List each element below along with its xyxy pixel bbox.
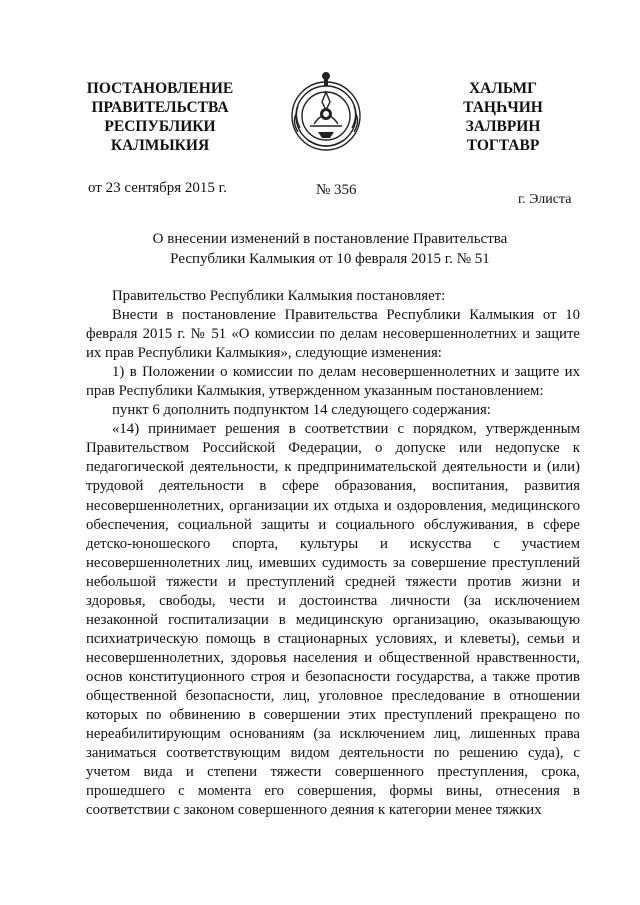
document-number: № 356 bbox=[316, 182, 357, 198]
header-left-line: ПОСТАНОВЛЕНИЕ bbox=[86, 80, 234, 97]
header-left-title bbox=[60, 79, 260, 155]
body-paragraph: Внести в постановление Правительства Республики Калмыкия от 10 февраля 2015 г. № 51 «О комиссии по делам несовершеннолетних и защите их прав Республики Калмыкия», следующие изменения: bbox=[86, 307, 580, 362]
body-paragraph: пункт 6 дополнить подпунктом 14 следующего содержания: bbox=[112, 402, 491, 419]
header-right-line: ТОГТАВР bbox=[466, 137, 540, 154]
document-title-line: О внесении изменений в постановление Правительства bbox=[152, 231, 508, 247]
header-right-title bbox=[438, 79, 568, 155]
header-right-line: ЗАЛВРИН bbox=[465, 118, 541, 135]
document-title bbox=[120, 229, 540, 269]
header-right-line: ТАҢҺЧИН bbox=[463, 99, 543, 116]
header-left-line: ПРАВИТЕЛЬСТВА bbox=[91, 99, 229, 116]
header-left-line: КАЛМЫКИЯ bbox=[110, 137, 210, 154]
body-paragraph: «14) принимает решения в соответствии с порядком, утвержденным Правительством Российской Федерации, о допуске или недопуске к педагогической деятельности, к предпринимательской деятельности и (или) трудовой деятельности в сфере образования, воспитания, развития несовершеннолетних, организации их отдыха и оздоровления, медицинского обеспечения, социальной защиты и социального обслуживания, в сфере детско-юношеского спорта, культуры и искусства с участием несовершеннолетних лиц, имевших судимость за совершение преступлений небольшой тяжести и преступлений средней тяжести против жизни и здоровья, свободы, чести и достоинства личности (за исключением незаконной госпитализации в медицинскую организацию, оказывающую психиатрическую помощь в стационарных условиях, и клеветы), семьи и несовершеннолетних, здоровья населения и общественной нравственности, основ конституционного строя и безопасности государства, а также против общественной безопасности, лиц, уголовное преследование в отношении которых по обвинению в совершении этих преступлений прекращено по нереабилитирующим основаниям (за исключением лиц, лишенных права заниматься соответствующим видом деятельности по решению суда), с учетом вида и степени тяжести совершенного преступления, срока, прошедшего с момента его совершения, формы вины, отнесения в соответствии с законом совершенного деяния к категории менее тяжких bbox=[86, 421, 580, 819]
document-title-line: Республики Калмыкия от 10 февраля 2015 г. № 51 bbox=[170, 251, 490, 267]
document-date: от 23 сентября 2015 г. bbox=[88, 180, 227, 196]
header-right-line: ХАЛЬМГ bbox=[468, 80, 538, 97]
body-paragraph: Правительство Республики Калмыкия постановляет: bbox=[112, 288, 446, 304]
header-left-line: РЕСПУБЛИКИ bbox=[104, 118, 216, 135]
document-city: г. Элиста bbox=[518, 192, 572, 207]
kalmykia-coat-of-arms-icon bbox=[284, 66, 368, 160]
body-paragraph: 1) в Положении о комиссии по делам несовершеннолетних и защите их прав Республики Калмыкия, утвержденном указанным постановлением: bbox=[86, 364, 580, 400]
document-body bbox=[86, 287, 580, 820]
